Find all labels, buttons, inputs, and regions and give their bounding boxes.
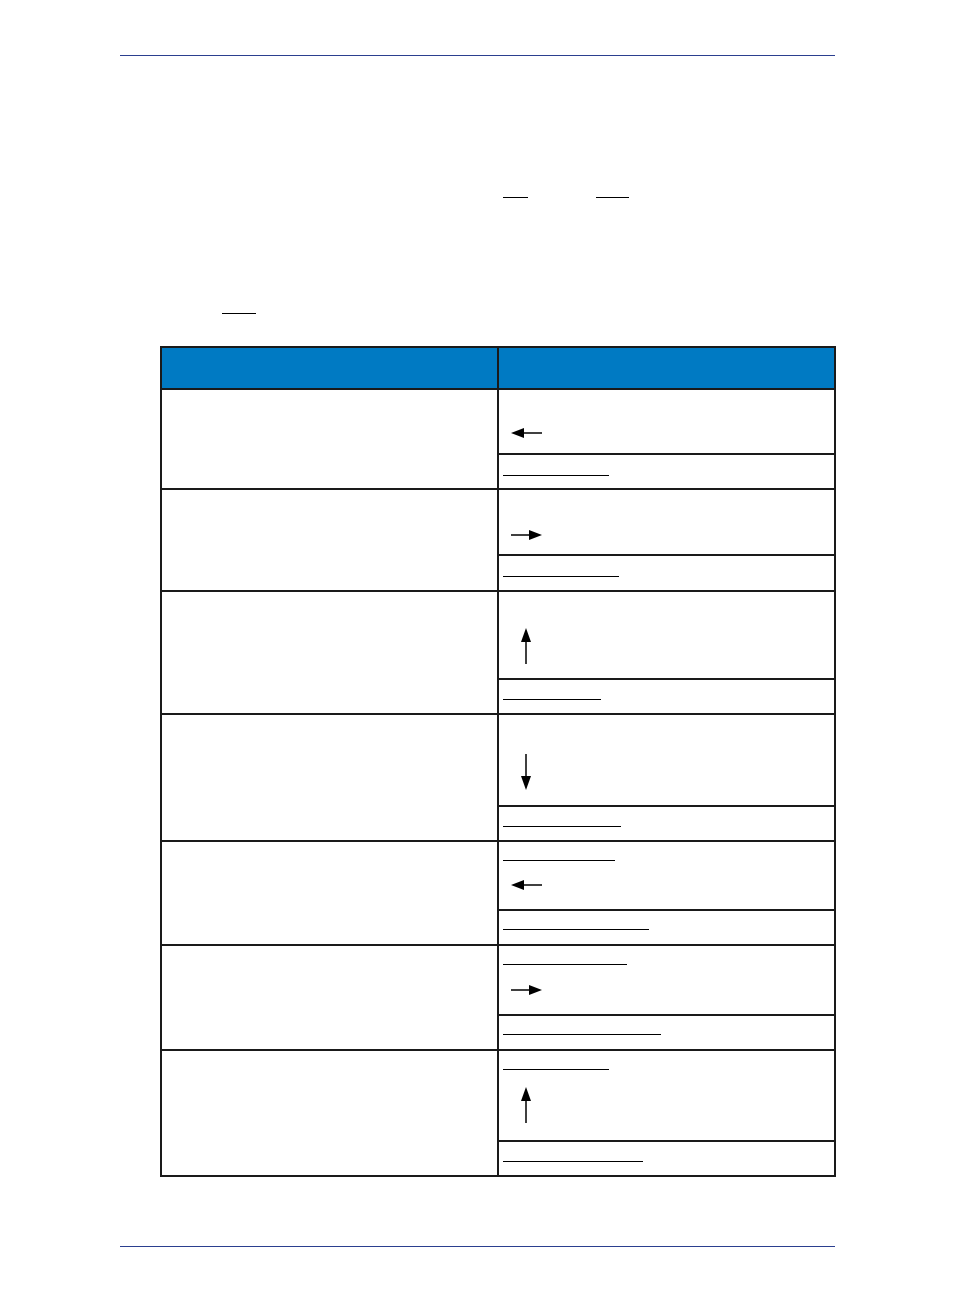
table-cell-link[interactable]	[498, 806, 835, 841]
table-cell-description	[161, 389, 498, 489]
link-underline	[503, 576, 619, 577]
table-cell-description	[161, 1050, 498, 1176]
table-cell-link[interactable]	[498, 555, 835, 591]
link-underline	[503, 929, 649, 930]
table-cell-link[interactable]	[498, 1015, 835, 1050]
link-underline	[503, 1034, 661, 1035]
link-underline	[596, 197, 629, 198]
table-cell-description	[161, 591, 498, 714]
table-cell-keys	[498, 714, 835, 806]
link-underline	[503, 826, 621, 827]
table-cell-keys	[498, 389, 835, 454]
link-underline	[503, 1161, 643, 1162]
table-row	[161, 1050, 835, 1141]
table-cell-link[interactable]	[498, 910, 835, 945]
arrow-left-icon	[511, 878, 543, 892]
table-cell-keys	[498, 591, 835, 679]
table-header-cell	[161, 347, 498, 389]
table-cell-keys	[498, 489, 835, 555]
arrow-up-icon	[520, 628, 532, 664]
arrow-left-icon	[511, 426, 543, 440]
link-underline	[503, 197, 528, 198]
table-cell-description	[161, 945, 498, 1050]
keyboard-shortcuts-table	[160, 346, 836, 1177]
table-header-cell	[498, 347, 835, 389]
link-underline	[503, 860, 615, 861]
arrow-up-icon	[520, 1087, 532, 1123]
table-cell-link[interactable]	[498, 679, 835, 714]
table-cell-keys	[498, 841, 835, 910]
arrow-right-icon	[511, 983, 543, 997]
link-underline	[503, 1069, 609, 1070]
table-cell-description	[161, 841, 498, 945]
link-underline	[503, 964, 627, 965]
arrow-down-icon	[520, 754, 532, 790]
table-cell-link[interactable]	[498, 454, 835, 489]
table-row	[161, 591, 835, 679]
table-row	[161, 945, 835, 1015]
table-row	[161, 389, 835, 454]
table-cell-link[interactable]	[498, 1141, 835, 1176]
table-cell-keys	[498, 1050, 835, 1141]
header-rule	[120, 55, 835, 56]
table-row	[161, 489, 835, 555]
link-underline	[503, 699, 601, 700]
arrow-right-icon	[511, 528, 543, 542]
table-header-row	[161, 347, 835, 389]
link-underline	[222, 313, 256, 314]
table-row	[161, 841, 835, 910]
table-cell-description	[161, 489, 498, 591]
table-cell-description	[161, 714, 498, 841]
table-cell-keys	[498, 945, 835, 1015]
table-row	[161, 714, 835, 806]
link-underline	[503, 475, 609, 476]
footer-rule	[120, 1246, 835, 1247]
